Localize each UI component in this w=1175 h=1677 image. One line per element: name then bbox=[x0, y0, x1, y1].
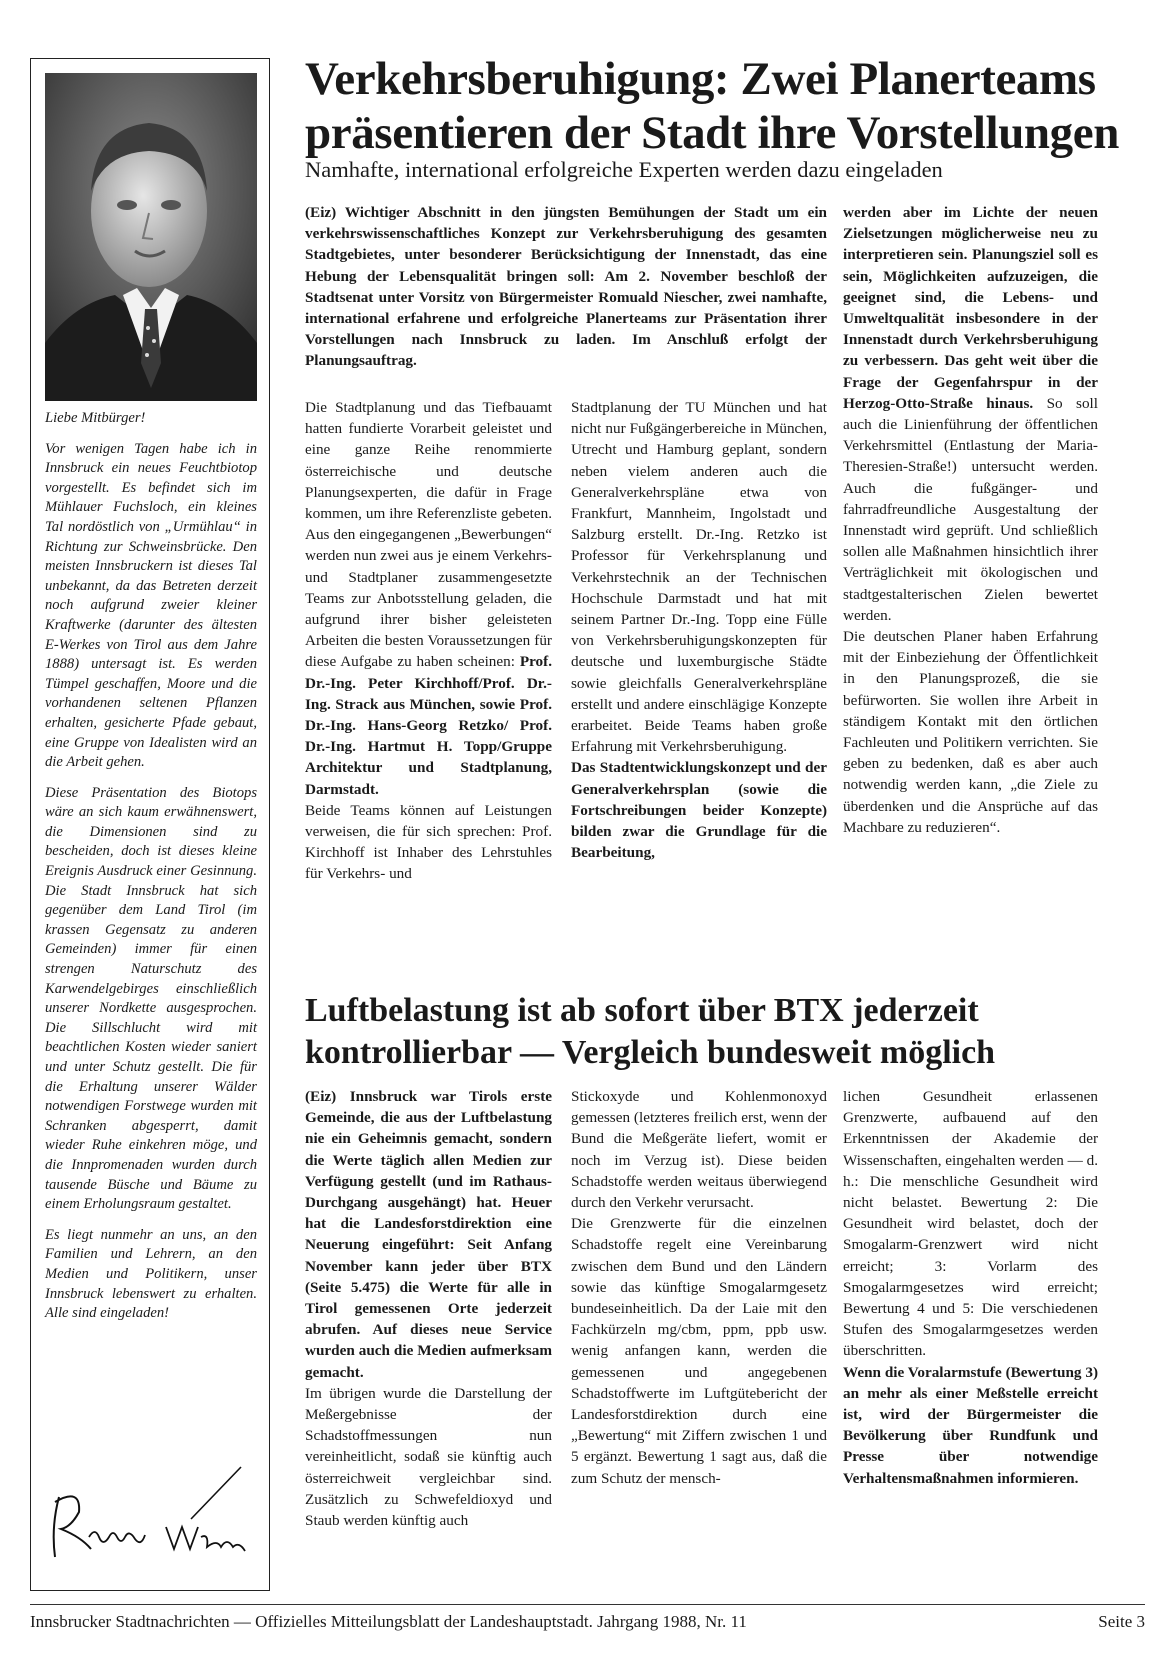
column-text: Die deutschen Planer haben Erfahrung mit der Einbeziehung der Öffentlichkeit in den Planungsprozeß, die sie befürworten. Sie wollen ihre Arbeit in ständigem Kontakt mit den örtlichen Fachleuten und Politikern verrichten. Sie geben zu bedenken, daß es aber auch notwendig werden kann, „die Ziele zu überdenken und die Ansprüche auf das Machbare zu reduzieren“. bbox=[843, 628, 1098, 836]
article2-column-2 bbox=[571, 1086, 827, 1489]
column-text: Beide Teams können auf Leistungen verweisen, die für sich sprechen: Prof. Kirchhoff ist Inhaber des Lehrstuhles für Verkehrs- und bbox=[305, 801, 552, 883]
article-column-3 bbox=[843, 202, 1098, 838]
mayor-signature bbox=[41, 1457, 261, 1567]
column-bold-text: (Eiz) Innsbruck war Tirols erste Gemeinde, die aus der Luftbelastung nie ein Geheimnis gemacht, sondern die Werte täglich allen Medien zur Verfügung gestellt (und im Rathaus-Durchgang ausgehängt) hat. Heuer hat die Landesforstdirektion eine Neuerung eingeführt: Seit Anfang November kann jeder über BTX (Seite 5.475) die Werte für alle in Tirol gemessenen Orte jederzeit abrufen. Auf dieses neue Service wurden auch die Medien aufmerksam gemacht. bbox=[305, 1088, 552, 1381]
publication-line: Innsbrucker Stadtnachrichten — Offizielles Mitteilungsblatt der Landeshauptstadt. Jahrgang 1988, Nr. 11 bbox=[30, 1612, 747, 1631]
article-column-1 bbox=[305, 397, 552, 885]
column-text: Im übrigen wurde die Darstellung der Meßergebnisse der Schadstoffmessungen nun vereinheitlicht, sodaß sie künftig auch österreichweit vergleichbar sind. Zusätzlich zu Schwefeldioxyd und Staub werden künftig auch bbox=[305, 1384, 552, 1530]
mayor-portrait bbox=[45, 73, 257, 401]
column-text: So soll auch die Linienführung der öffentlichen Verkehrsmittel (Entlastung der Maria-Theresien-Straße!) untersucht werden. Auch die fußgänger- und fahrradfreundliche Ausgestaltung der Innenstadt wird geprüft. Und schließlich sollen alle Maßnahmen hinsichtlich ihrer Verträglichkeit mit ökologischen und stadtgestalterischen Zielen bewertet werden. bbox=[843, 394, 1098, 624]
column-bold-text: Das Stadtentwicklungskonzept und der Generalverkehrsplan (sowie die Fortschreibungen beider Konzepte) bilden zwar die Grundlage für die Bearbeitung, bbox=[571, 759, 827, 862]
letter-paragraph: Es liegt nunmehr an uns, an den Familien und Lehrern, an den Medien und Politikern, unser Innsbruck lebenswert zu erhalten. Alle sind eingeladen! bbox=[45, 1226, 257, 1322]
column-text: Die Grenzwerte für die einzelnen Schadstoffe regelt eine Vereinbarung zwischen dem Bund und den Ländern sowie das künftige Smogalarmgesetz bundeseinheitlich. Da der Laie mit den Fachkürzeln mg/cbm, ppm, ppb usw. wenig anfangen kann, werden die gemessenen und angegebenen Schadstoffwerte im Luftgütebericht der Landesforstdirektion durch eine „Bewertung“ mit Ziffern zwischen 1 und 5 ergänzt. Bewertung 1 sagt aus, daß die zum Schutz der mensch- bbox=[571, 1215, 827, 1487]
column-text: Stadtplanung der TU München und hat nicht nur Fußgängerbereiche in München, Utrecht und Hamburg geplant, sondern neben vielem anderen auch die Generalverkehrspläne etwa von Frankfurt, Mannheim, Ingolstadt und Salzburg erstellt. Dr.-Ing. Retzko ist Professor für Verkehrsplanung und Verkehrstechnik an der Technischen Hochschule Darmstadt und hat mit seinem Partner Dr.-Ing. Topp eine Fülle von Verkehrsberuhigungskonzepten für deutsche und luxemburgische Städte sowie gleichfalls Generalverkehrspläne erstellt und andere einschlägige Konzepte erarbeitet. Beide Teams haben große Erfahrung mit Verkehrsberuhigung. bbox=[571, 399, 827, 756]
letter-greeting: Liebe Mitbürger! bbox=[45, 410, 146, 426]
letter-paragraph: Vor wenigen Tagen habe ich in Innsbruck ein neues Feuchtbiotop vorgestellt. Es befindet sich im Mühlauer Fuchsloch, ein kleines Tal nordöstlich von „Urmühlau“ in Richtung zur Schweinsbrücke. Den meisten Innsbruckern ist dieses Tal unbekannt, da das Betreten derzeit noch aufgrund zweier kleiner Kraftwerke (darunter des ältesten E-Werkes von Tirol aus dem Jahre 1888) untersagt ist. Es werden Tümpel geschaffen, Moore und die vorhandenen seltenen Pflanzen erhalten, gesicherte Pfade gebaut, eine Gruppe von Idealisten wird an die Arbeit gehen. bbox=[45, 440, 257, 771]
column-bold-text: Wenn die Voralarmstufe (Bewertung 3) an mehr als einer Meßstelle erreicht ist, wird der Bürgermeister die Bevölkerung über Rundfunk und Presse über notwendige Verhaltensmaßnahmen informieren. bbox=[843, 1363, 1098, 1487]
mayor-letter-box bbox=[30, 58, 270, 1591]
article2-headline: Luftbelastung ist ab sofort über BTX jederzeit kontrollierbar — Vergleich bundesweit möglich bbox=[305, 992, 996, 1071]
article-lead bbox=[305, 202, 827, 372]
letter-paragraph: Diese Präsentation des Biotops wäre an sich kaum erwähnenswert, die Dimensionen sind zu bescheiden, doch ist dieses kleine Ereignis Ausdruck einer Gesinnung. Die Stadt Innsbruck hat sich gegenüber dem Land Tirol (im krassen Gegensatz zu anderen Gemeinden) immer für einen strengen Naturschutz des Karwendelgebirges einschließlich unserer Nordkette ausgesprochen. Die Sillschlucht wird mit beachtlichen Kosten wieder saniert und unter Schutz gestellt. Die für die Erhaltung unserer Wälder notwendigen Forstwege wurden mit Schranken abgesperrt, damit wieder Ruhe einkehren möge, und die Innpromenaden wurden durch tausende Büsche und Bäume zu einem Erholungsraum gestaltet. bbox=[45, 784, 257, 1213]
column-text: lichen Gesundheit erlassenen Grenzwerte, aufbauend auf den Erkenntnissen der Akademie der Wissenschaften, eingehalten werden — d. h.: Die menschliche Gesundheit wird nicht belastet. Bewertung 2: Die Gesundheit wird belastet, doch der Smogalarm-Grenzwert wird nicht erreicht; 3: Vorlarm des Smogalarmgesetzes wird erreicht; Bewertung 4 und 5: Die verschiedenen Stufen des Smogalarmgesetzes werden überschritten. bbox=[843, 1088, 1098, 1360]
article2-column-1 bbox=[305, 1086, 552, 1531]
column-text: Die Stadtplanung und das Tiefbauamt hatten fundierte Vorarbeit geleistet und eine ganze Reihe renommierte österreichische und deutsche Planungsexperten, die dafür in Frage kommen, um ihre Referenzliste gebeten. Aus den eingegangenen „Bewerbungen“ werden nun zwei aus je einem Verkehrs- und Stadtplaner zusammengesetzte Teams zur Anbotsstellung geladen, die aufgrund ihrer bisher geleisteten Arbeiten die besten Voraussetzungen für diese Aufgabe zu haben scheinen: bbox=[305, 399, 552, 671]
article-column-2 bbox=[571, 397, 827, 863]
article2-column-3 bbox=[843, 1086, 1098, 1489]
column-bold-text: werden aber im Lichte der neuen Zielsetzungen möglicherweise neu zu interpretieren sein. Planungsziel soll es sein, Möglichkeiten aufzuzeigen, die geeignet sind, die Lebens- und Umweltqualität insbesondere in der Innenstadt durch Verkehrsberuhigung zu verbessern. Das geht weit über die Frage der Gegenfahrspur in der Herzog-Otto-Straße hinaus. bbox=[843, 204, 1098, 412]
mayor-letter-text bbox=[45, 409, 257, 1335]
article-subheadline: Namhafte, international erfolgreiche Experten werden dazu eingeladen bbox=[305, 157, 943, 182]
article-headline: Verkehrsberuhigung: Zwei Planerteams präsentieren der Stadt ihre Vorstellungen bbox=[305, 53, 1119, 159]
column-bold-text: Prof. Dr.-Ing. Peter Kirchhoff/Prof. Dr.-Ing. Strack aus München, sowie Prof. Dr.-Ing. Hans-Georg Retzko/ Prof. Dr.-Ing. Hartmut H. Topp/Gruppe Architektur und Stadtplanung, Darmstadt. bbox=[305, 653, 553, 798]
footer-divider bbox=[30, 1604, 1145, 1605]
page-number: Seite 3 bbox=[1098, 1612, 1145, 1631]
column-text: Stickoxyde und Kohlenmonoxyd gemessen (letzteres freilich erst, wenn der Bund die Meßgeräte liefert, womit er noch im Verzug ist). Diese beiden Schadstoffe werden weitaus überwiegend durch den Verkehr verursacht. bbox=[571, 1088, 827, 1212]
lead-paragraph: (Eiz) Wichtiger Abschnitt in den jüngsten Bemühungen der Stadt um ein verkehrswissenschaftliches Konzept zur Verkehrsberuhigung des gesamten Stadtgebietes, unter besonderer Berücksichtigung der Innenstadt, das eine Hebung der Lebensqualität bringen soll: Am 2. November beschloß der Stadtsenat unter Vorsitz von Bürgermeister Romuald Niescher, zwei namhafte, international erfahrene und erfolgreiche Planerteams zur Präsentation ihrer Vorstellungen nach Innsbruck zu laden. Im Anschluß erfolgt der Planungsauftrag. bbox=[305, 204, 827, 370]
page-footer bbox=[30, 1611, 1145, 1633]
